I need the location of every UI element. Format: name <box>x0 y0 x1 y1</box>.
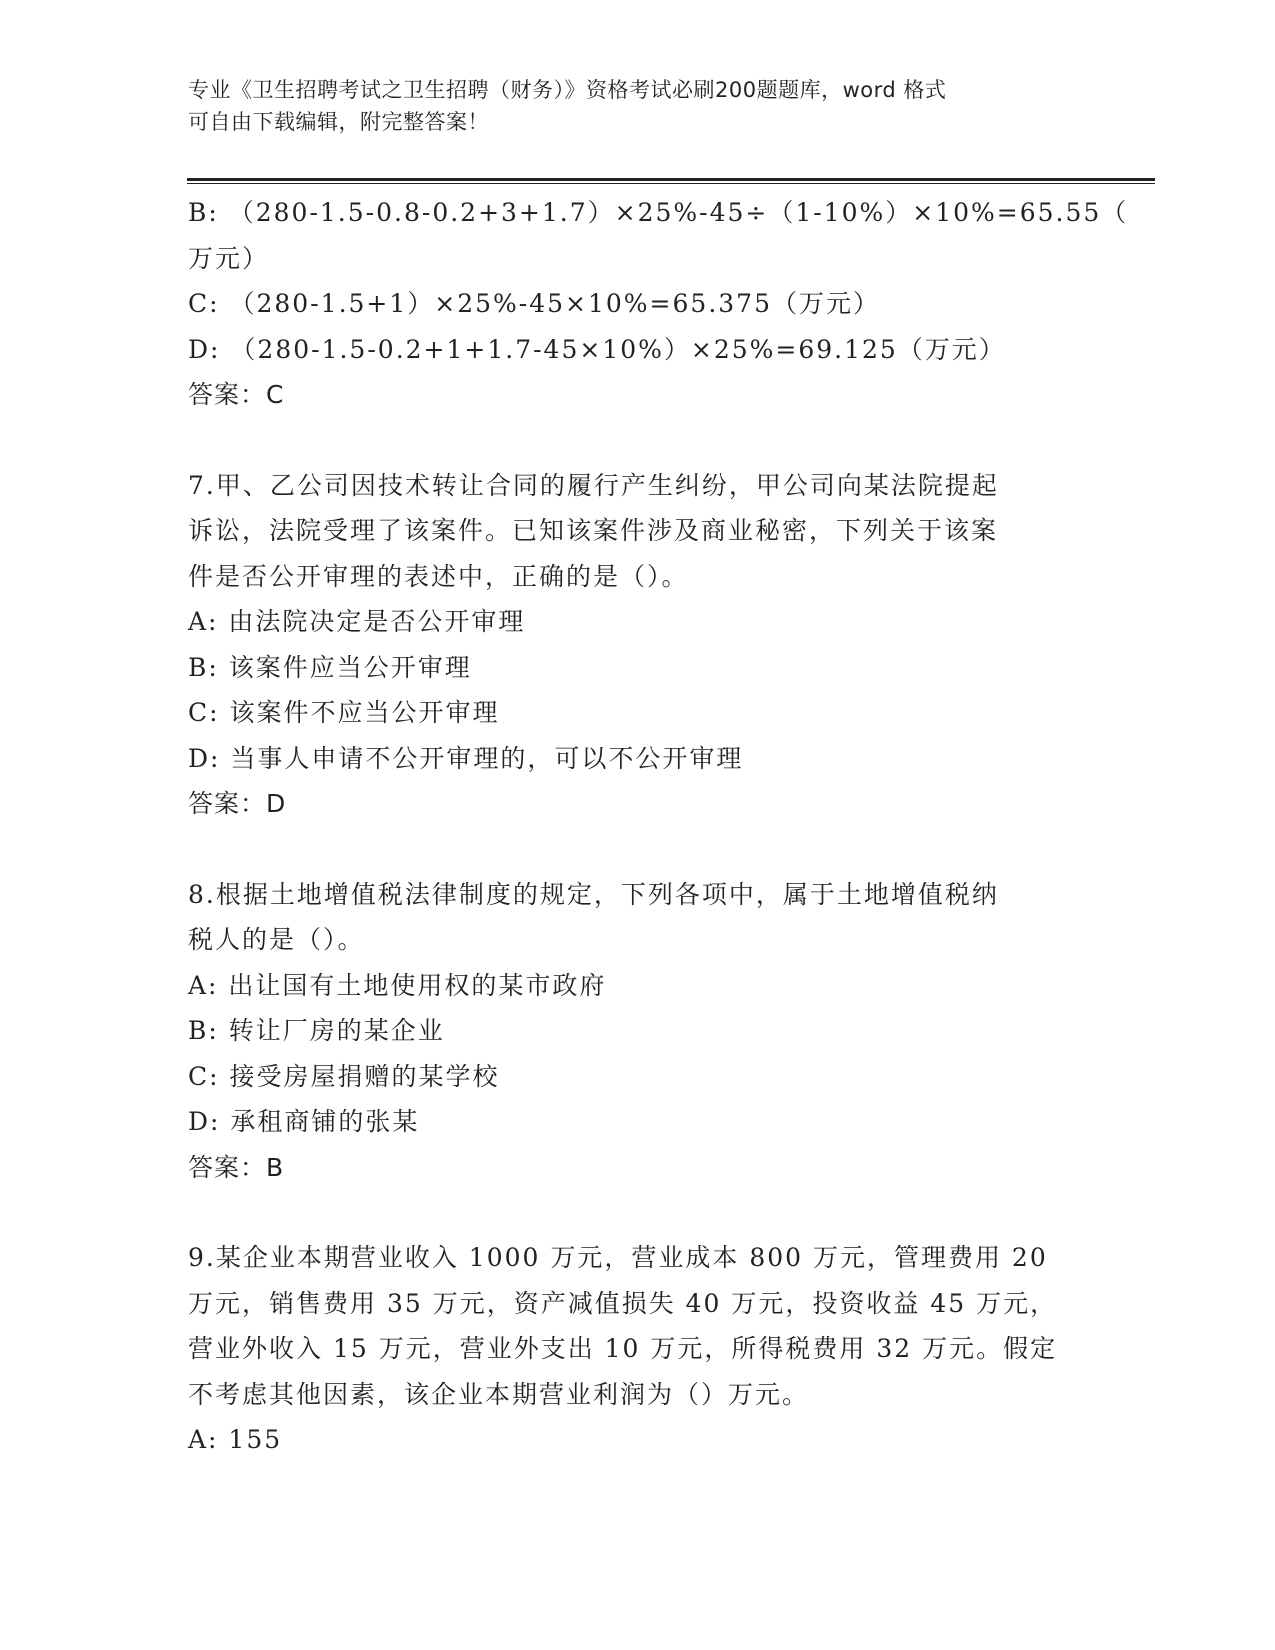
question-9-option-a: A: 155 <box>188 1425 283 1454</box>
question-8-option-a: A: 出让国有土地使用权的某市政府 <box>188 970 607 1000</box>
question-9-stem-line3: 营业外收入 15 万元，营业外支出 10 万元，所得税费用 32 万元。假定 <box>188 1334 1058 1363</box>
question-8-stem-line2: 税人的是（）。 <box>188 925 365 954</box>
question-7-option-c: C: 该案件不应当公开审理 <box>188 698 500 727</box>
option-c: C: （280-1.5+1）×25%-45×10%=65.375（万元） <box>188 289 880 318</box>
question-9-stem-line2: 万元，销售费用 35 万元，资产减值损失 40 万元，投资收益 45 万元， <box>188 1288 1058 1318</box>
question-7-option-d: D: 当事人申请不公开审理的，可以不公开审理 <box>188 743 744 773</box>
header-title-line1: 专业《卫生招聘考试之卫生招聘（财务）》资格考试必刷200题题库，word 格式 <box>188 78 947 102</box>
question-7-option-b: B: 该案件应当公开审理 <box>188 652 472 682</box>
question-9-stem-line1: 9.某企业本期营业收入 1000 万元，营业成本 800 万元，管理费用 20 <box>188 1243 1048 1272</box>
question-8-answer: 答案：B <box>188 1152 285 1182</box>
option-b-line1: B: （280-1.5-0.8-0.2+3+1.7）×25%-45÷（1-10%）×10%=65.55（ <box>188 198 1129 227</box>
previous-question-block <box>188 190 1129 418</box>
question-7-stem-line1: 7.甲、乙公司因技术转让合同的履行产生纠纷，甲公司向某法院提起 <box>188 470 999 500</box>
header-divider-thin <box>187 183 1155 184</box>
question-9-block <box>188 1235 1088 1463</box>
option-d: D: （280-1.5-0.2+1+1.7-45×10%）×25%=69.125（万元） <box>188 334 1006 364</box>
option-b-line2: 万元） <box>188 243 270 273</box>
header-title-line2: 可自由下载编辑，附完整答案！ <box>188 110 489 134</box>
document-header <box>188 74 1068 138</box>
question-7-answer: 答案：D <box>188 789 287 818</box>
question-7-option-a: A: 由法院决定是否公开审理 <box>188 607 526 636</box>
question-8-option-d: D: 承租商铺的张某 <box>188 1107 420 1136</box>
question-8-block <box>188 872 1088 1191</box>
question-9-stem-line4: 不考虑其他因素，该企业本期营业利润为（）万元。 <box>188 1379 810 1409</box>
question-spacer <box>188 1190 1088 1235</box>
question-7-block <box>188 463 1088 827</box>
answer-line: 答案：C <box>188 380 285 409</box>
question-7-stem-line3: 件是否公开审理的表述中，正确的是（）。 <box>188 561 689 591</box>
question-spacer <box>188 418 1088 463</box>
question-spacer <box>188 827 1088 872</box>
question-8-stem-line1: 8.根据土地增值税法律制度的规定，下列各项中，属于土地增值税纳 <box>188 879 999 909</box>
question-content <box>188 190 1129 1463</box>
question-8-option-b: B: 转让厂房的某企业 <box>188 1016 445 1045</box>
question-7-stem-line2: 诉讼，法院受理了该案件。已知该案件涉及商业秘密，下列关于该案 <box>188 516 999 545</box>
header-divider-thick <box>187 178 1155 181</box>
question-8-option-c: C: 接受房屋捐赠的某学校 <box>188 1061 500 1091</box>
